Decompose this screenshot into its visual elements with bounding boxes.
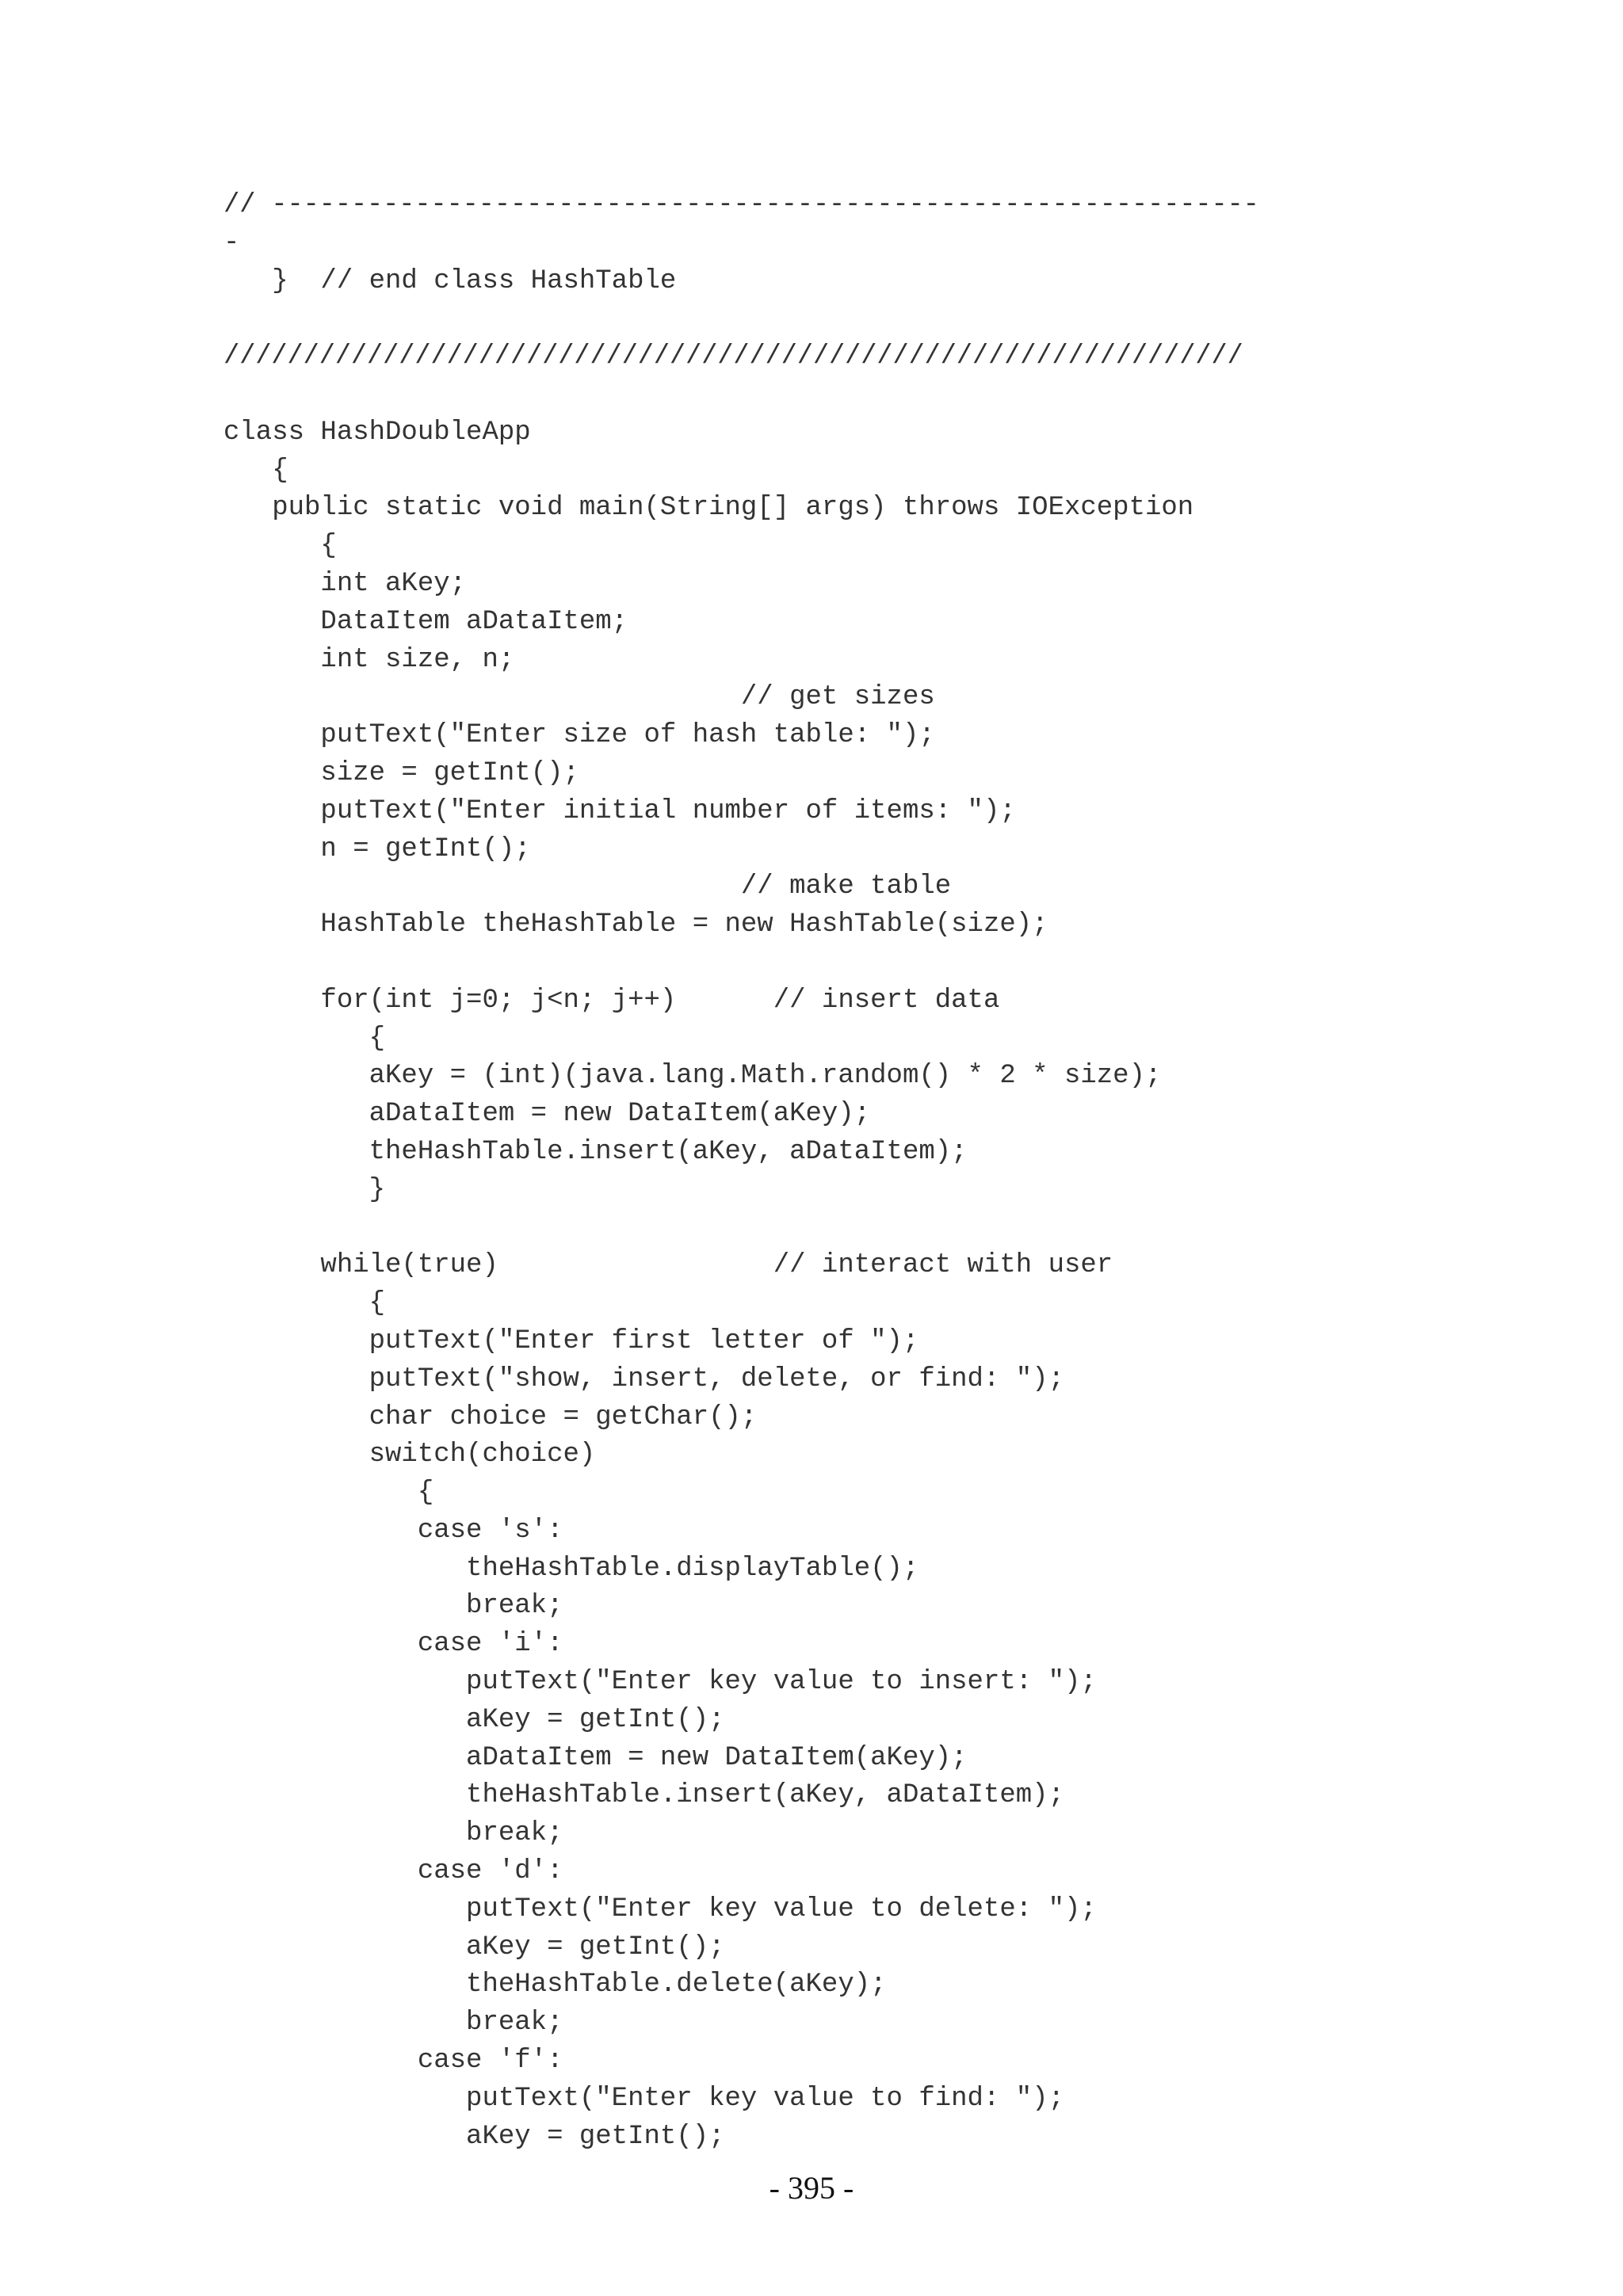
code-line: { <box>223 1288 386 1319</box>
code-line: putText("Enter initial number of items: "); <box>223 795 1016 826</box>
code-line: putText("Enter size of hash table: "); <box>223 720 935 751</box>
code-line: case 's': <box>223 1515 563 1546</box>
code-line <box>223 944 1259 982</box>
code-line: aDataItem = new DataItem(aKey); <box>223 1099 871 1130</box>
code-line: case 'd': <box>223 1856 563 1887</box>
code-line <box>223 376 1259 414</box>
code-line: putText("Enter first letter of "); <box>223 1325 919 1356</box>
code-line: char choice = getChar(); <box>223 1402 758 1432</box>
code-line: while(true) // interact with user <box>223 1250 1113 1281</box>
code-line: break; <box>223 1591 563 1622</box>
code-line: } // end class HashTable <box>223 265 677 296</box>
code-line: break; <box>223 2008 563 2039</box>
page-number: - 395 - <box>769 2170 854 2206</box>
code-line: - <box>223 227 240 258</box>
code-line: putText("Enter key value to insert: "); <box>223 1667 1097 1698</box>
code-line: aDataItem = new DataItem(aKey); <box>223 1742 968 1773</box>
code-line: theHashTable.displayTable(); <box>223 1553 919 1584</box>
code-line: { <box>223 1478 434 1508</box>
code-line: putText("show, insert, delete, or find: "); <box>223 1363 1064 1394</box>
code-line: HashTable theHashTable = new HashTable(size); <box>223 910 1048 940</box>
code-line: putText("Enter key value to find: "); <box>223 2083 1064 2114</box>
code-line: aKey = (int)(java.lang.Math.random() * 2 * size); <box>223 1061 1162 1092</box>
code-line: theHashTable.insert(aKey, aDataItem); <box>223 1780 1064 1811</box>
code-line: // -------------------------------------------------------------- <box>223 190 1259 220</box>
code-line: { <box>223 531 337 562</box>
code-listing <box>223 187 1259 2156</box>
code-line <box>223 1210 1259 1248</box>
code-line: aKey = getInt(); <box>223 1704 725 1735</box>
code-line: switch(choice) <box>223 1440 596 1470</box>
code-line: int size, n; <box>223 644 515 675</box>
code-line: } <box>223 1174 386 1205</box>
code-line: theHashTable.insert(aKey, aDataItem); <box>223 1136 968 1167</box>
code-line: theHashTable.delete(aKey); <box>223 1970 887 2000</box>
code-line: aKey = getInt(); <box>223 1932 725 1962</box>
code-line <box>223 300 1259 338</box>
code-line: putText("Enter key value to delete: "); <box>223 1894 1097 1924</box>
code-line: n = getInt(); <box>223 833 531 864</box>
code-line: case 'f': <box>223 2046 563 2077</box>
code-line: aKey = getInt(); <box>223 2121 725 2152</box>
code-line: size = getInt(); <box>223 757 579 788</box>
code-line: // get sizes <box>223 682 935 713</box>
code-line: DataItem aDataItem; <box>223 606 628 637</box>
code-line: break; <box>223 1818 563 1849</box>
code-line: case 'i': <box>223 1629 563 1660</box>
code-line: { <box>223 1023 386 1054</box>
code-line: int aKey; <box>223 568 467 599</box>
code-line: class HashDoubleApp <box>223 417 531 448</box>
code-line: for(int j=0; j<n; j++) // insert data <box>223 985 1000 1016</box>
code-line: public static void main(String[] args) throws IOException <box>223 493 1194 524</box>
code-line: // make table <box>223 871 952 902</box>
code-line: { <box>223 455 288 486</box>
code-line: //////////////////////////////////////////////////////////////// <box>223 341 1243 372</box>
